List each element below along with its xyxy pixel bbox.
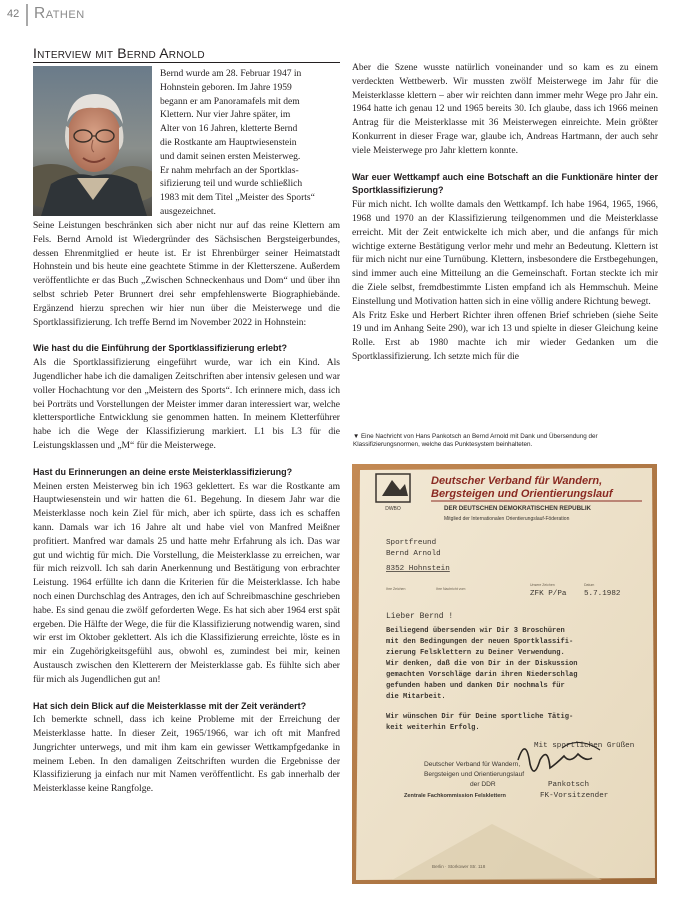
intro-line: Hohnstein geboren. Im Jahre 1959 <box>160 81 292 93</box>
letter-body-line: zierung Felsklettern zu Deiner Verwendung. <box>386 649 565 657</box>
ref-ours: ZFK P/Pa <box>530 590 567 598</box>
ref-label-3: Unsere Zeichen <box>530 583 555 587</box>
question-2: Hast du Erinnerungen an deine erste Meisterklassifizierung? <box>33 466 293 477</box>
ref-label-1: Ihre Zeichen <box>386 587 406 591</box>
signer-role: FK-Vorsitzender <box>540 792 609 800</box>
org-line-4: Mitglied der Internationalen Orientierungslauf-Föderation <box>444 516 570 522</box>
portrait-photo <box>33 66 152 216</box>
answer-2: Meinen ersten Meisterweg bin ich 1963 geklettert. Es war die Rostkante am Hauptwiesenstein und wir hatten die 61. Begehung. In diesem Jahr war die Meisterklasse noch kein Ziel für mich, aber ich spürte, dass ich es schaffen kann. Damals war ich 16 Jahre alt und habe viel von Manfred Meißner profitiert. Manfred war damals 25 und hatte mehr Erfahrung als ich. Das war gut und wichtig für mich. Die Vorstellung, die Meisterklasse zu erreichen, war für mich reizvoll. Ich sah darin Anerkennung und Bestätigung von erbrachter Leistung. 1964 erfüllte ich dann die Kriterien für die Meisterklasse. Ich habe noch einen Durchschlag des Antrages, den ich auf Schreibmaschine geschrieben habe. Es sind genau die zwölf geforderten Wege. Es hat sich aber 1964 erst spät ergeben. Die Hälfte der Wege, die für die Klassifizierung notwendig waren, sind wir erst im Oktober geklettert. Als ich die Klassifizierung erreichte, löste es in mir ein Zugehörigkeitsgefühl aus, obwohl es, zumindest bei mir, keinen Austausch zwischen den Kletterern der Meisterklasse gab. Es fühlte sich aber für mich als Jugendlichen gut an! <box>33 480 340 685</box>
address-line-2: Bernd Arnold <box>386 550 441 558</box>
answer-4: Für mich nicht. Ich wollte damals den Wettkampf. Ich habe 1964, 1965, 1966, 1968 und 1970 an der Klassifizierung teilgenommen und die Meisterklasse erreicht. Mit der Zeit entwickelte ich mich aber, und die anfangs für mich wichtige externe Bestätigung verlor mehr und mehr an Bedeutung. Klettern ist für mich nicht nur eine Turnübung. Klettern, insbesondere die Erstbegehungen, sind immer auch eine Mitteilung an die Gemeinschaft. Fortan steckte ich mir die Ziele selbst, fremdbestimmte Listen empfand ich als Hemmschuh. Meine Einstellung und Motivation hatten sich in eine völlig andere Richtung bewegt. <box>352 199 658 307</box>
question-1: Wie hast du die Einführung der Sportklassifizierung erlebt? <box>33 343 287 354</box>
letter-body-line: die Mitarbeit. <box>386 693 446 701</box>
letter-photo <box>352 464 657 884</box>
address-line-3: 8352 Hohnstein <box>386 565 450 573</box>
intro-wrap <box>160 67 340 219</box>
letter-body-line: gemachten Vorschläge darin ihren Niederschlag <box>386 671 578 679</box>
letter-footer: Berlin · Storkower Str. 118 <box>432 864 486 869</box>
org-line-1: Deutscher Verband für Wandern, <box>431 475 603 487</box>
answer-3: Ich bemerkte schnell, dass ich keine Probleme mit der Erreichung der Meisterklasse hatte. In dieser Zeit, 1965/1966, war ich oft mit Manfred Jungrichter unterwegs, und mit ihm kam ein gewisser Wettkampfgedanke in meinem Leben. In den damaligen Zeitschriften wurden die Ergebnisse der Klassifizierung ja einfach nur mit Namen veröffentlicht. Es gab innerhalb der Meisterklasse keine Rangfolge. <box>33 714 340 795</box>
closing: Mit sportlichen Grüßen <box>534 742 635 750</box>
letter-body-line: mit den Bedingungen der neuen Sportklassifi- <box>386 638 574 646</box>
intro-line: 1983 mit dem Titel „Meister des Sports“ <box>160 192 315 204</box>
portrait-image <box>33 66 152 216</box>
org-line-3: DER DEUTSCHEN DEMOKRATISCHEN REPUBLIK <box>444 505 592 512</box>
letter-body-line: Wir denken, daß die von Dir in der Diskussion <box>386 660 578 668</box>
intro-line: die Rostkante am Hauptwiesenstein <box>160 136 297 148</box>
ref-label-4: Datum <box>584 583 595 587</box>
answer-1: Als die Sportklassifizierung eingeführt wurde, war ich ein Kind. Als Jugendlicher habe ich die damaligen Zeitschriften aber intensiv gelesen und war voller Hochachtung vor den „Meistern des Sports“. Ich erinnere mich, dass ich bei Porträts und Vorstellungen der Meister immer daran interessiert war, welche klettersportliche Entwicklung sie genommen hatten. In meinem Kletterführer habe ich die Wege der Klassifizierung markiert. L1 bis L3 für die Leistungsklassen und „M“ für die Meisterwege. <box>33 357 340 451</box>
section-title: Rathen <box>34 5 85 22</box>
article-title: Interview mit Bernd Arnold <box>33 45 205 61</box>
intro-line: Er nahm mehrfach an der Sportklas- <box>160 164 299 176</box>
intro-line: begann er am Panoramafels mit dem <box>160 95 300 107</box>
title-rule <box>33 62 340 63</box>
signer-name: Pankotsch <box>548 781 590 789</box>
intro-line: ausgezeichnet. <box>160 205 216 217</box>
right-column <box>352 61 658 364</box>
letter-image <box>352 464 657 884</box>
stamp-line: Bergsteigen und Orientierungslauf <box>424 771 525 778</box>
caption-text: Eine Nachricht von Hans Pankotsch an Bernd Arnold mit Dank und Übersendung der Klassifizierungsnormen, welche das Punktesystem beinhalteten. <box>353 433 598 449</box>
question-4: War euer Wettkampf auch eine Botschaft an die Funktionäre hinter der Sportklassifizierung? <box>352 171 658 196</box>
org-line-2: Bergsteigen und Orientierungslauf <box>431 488 613 500</box>
page-number: 42 <box>7 8 20 20</box>
letter-body-line: gefunden haben und danken Dir nochmals für <box>386 682 565 690</box>
salutation: Lieber Bernd ! <box>386 612 454 621</box>
address-line-1: Sportfreund <box>386 539 437 547</box>
letter-wish-line: keit weiterhin Erfolg. <box>386 724 480 732</box>
intro-line: Klettern. Nur vier Jahre später, im <box>160 109 291 121</box>
left-column <box>33 219 340 796</box>
intro-line: Bernd wurde am 28. Februar 1947 in <box>160 68 302 79</box>
letter-body-line: Beiliegend übersenden wir Dir 3 Broschüren <box>386 627 565 635</box>
intro-line: sifizierung teil und wurde schließlich <box>160 178 303 190</box>
intro-paragraph: Seine Leistungen beschränken sich aber nicht nur auf das reine Klettern am Fels. Bernd Arnold ist Wiedergründer des Sächsischen Bergsteigerbundes, dessen Ehrenmitglied er heute ist. Er ist Ehrenbürger seiner Heimatstadt Hohnstein und bis heute eine geachtete Stimme in der Kletterszene. Außerdem veröffentlichte er das Buch „Zwischen Schneckenhaus und Dom“ und über ihn selbst schrieb Peter Brunnert drei sehr empfehlenswerte Biographiebände. Ergänzend hierzu sprechen wir hier nun über die Meisterwege und die Sportklassifizierung. Ich treffe Bernd im November 2022 in Hohnstein: <box>33 220 340 328</box>
answer-3-continued: Aber die Szene wusste natürlich voneinander und so kam es zu einem verdeckten Wettbewerb. Wir mussten zwölf Meisterwege im Jahr für die Meisterklasse klettern – aber wir reichten dann immer mehr Wege pro Jahr ein. 1964 hatte ich genau 12 und 1965 bereits 30. Ich glaube, dass ich 1966 meinen Antrag für die Meisterklasse mit 36 Meisterwegen einreichte. Mein größter Konkurrent in dieser Frage war, glaube ich, Andreas Hartmann, der auch sehr viele Meisterwege pro Jahr klettern konnte. <box>352 62 658 156</box>
stamp-line: Zentrale Fachkommission Felsklettern <box>404 793 506 799</box>
question-3: Hat sich dein Blick auf die Meisterklasse mit der Zeit verändert? <box>33 700 307 711</box>
stamp-line: der DDR <box>470 781 496 788</box>
ref-label-2: Ihre Nachricht vom <box>436 587 466 591</box>
answer-5: Als Fritz Eske und Herbert Richter ihren offenen Brief schrieben (siehe Seite 19 und im Anhang Seite 290), war ich 13 und spielte in dieser Gleichung keine Rolle. Erst ab 1980 machte ich mir wieder Gedanken um die Sportklassifizierung. Ich setzte mich für die <box>352 309 658 362</box>
figure-caption <box>353 433 648 450</box>
caption-arrow-icon: ▼ <box>353 433 361 440</box>
intro-line: und damit seinen ersten Meisterweg. <box>160 150 301 162</box>
logo-text: DWBO <box>385 506 401 512</box>
stamp-line: Deutscher Verband für Wandern, <box>424 761 521 768</box>
header-divider <box>26 4 28 26</box>
letter-wish-line: Wir wünschen Dir für Deine sportliche Tätig- <box>386 713 574 721</box>
intro-line: Alter von 16 Jahren, kletterte Bernd <box>160 123 298 135</box>
ref-date: 5.7.1982 <box>584 590 621 598</box>
